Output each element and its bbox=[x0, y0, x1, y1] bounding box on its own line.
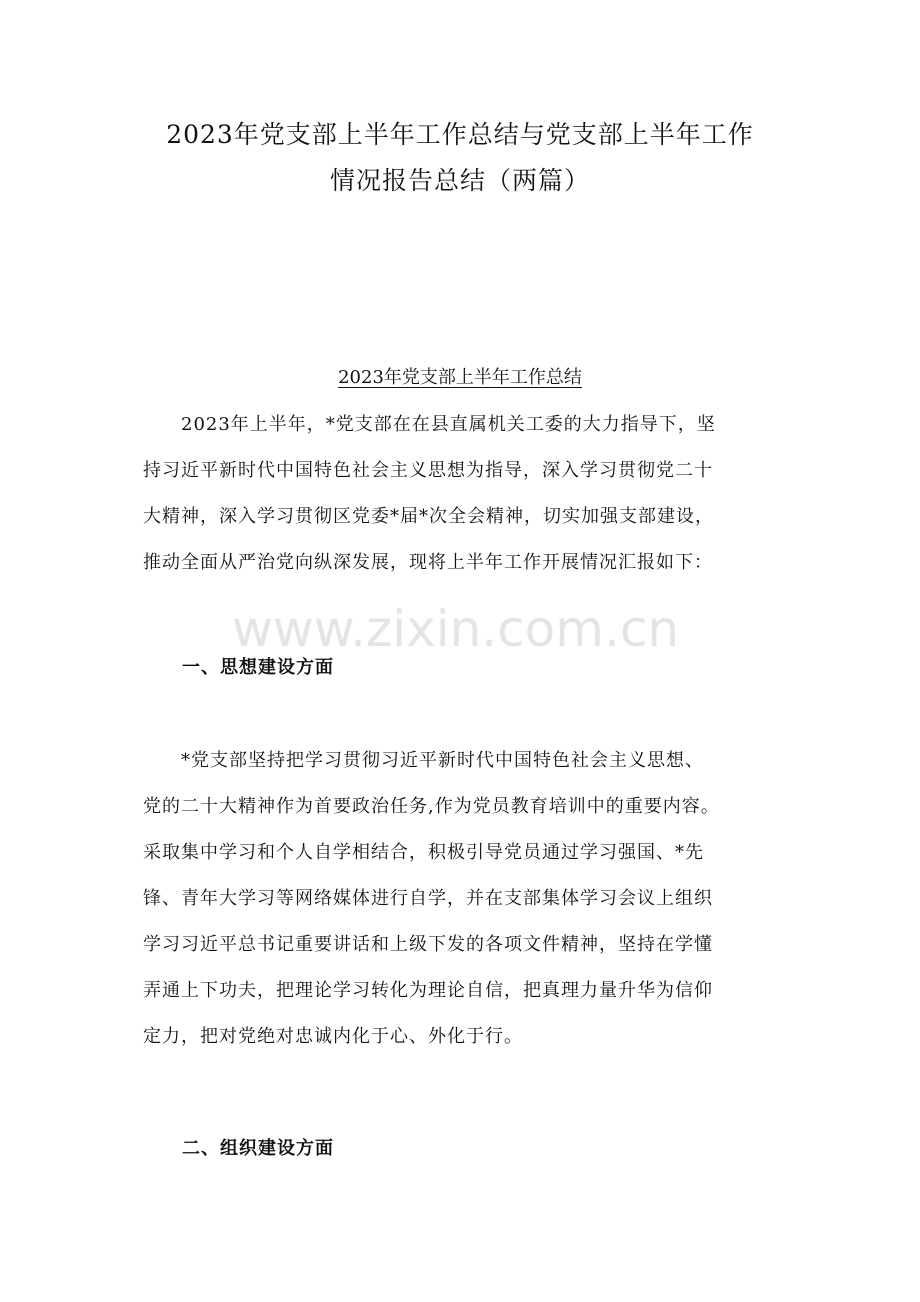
document-title-line-2: 情况报告总结（两篇） bbox=[329, 166, 590, 195]
intro-line-1: 2023年上半年，*党支部在在县直属机关工委的大力指导下，坚 bbox=[181, 414, 716, 435]
thought-line-1: *党支部坚持把学习贯彻习近平新时代中国特色社会主义思想、 bbox=[181, 750, 704, 771]
thought-line-3: 采取集中学习和个人自学相结合，积极引导党员通过学习强国、*先 bbox=[143, 842, 704, 863]
thought-building-paragraph bbox=[143, 738, 779, 1060]
document-title bbox=[100, 112, 820, 204]
watermark: www.zixin.com.cn bbox=[232, 600, 680, 658]
intro-line-2: 持习近平新时代中国特色社会主义思想为指导，深入学习贯彻党二十 bbox=[143, 460, 713, 481]
thought-line-5: 学习习近平总书记重要讲话和上级下发的各项文件精神，坚持在学懂 bbox=[143, 934, 713, 955]
heading-organization-building: 二、组织建设方面 bbox=[182, 1138, 334, 1159]
heading-thought-building: 一、思想建设方面 bbox=[182, 657, 334, 678]
document-title-line-1: 2023年党支部上半年工作总结与党支部上半年工作 bbox=[166, 120, 754, 149]
intro-line-4: 推动全面从严治党向纵深发展，现将上半年工作开展情况汇报如下： bbox=[143, 552, 713, 573]
intro-paragraph bbox=[143, 402, 779, 586]
intro-line-3: 大精神，深入学习贯彻区党委*届*次全会精神，切实加强支部建设， bbox=[143, 506, 714, 527]
thought-line-2: 党的二十大精神作为首要政治任务,作为党员教育培训中的重要内容。 bbox=[143, 796, 720, 817]
thought-line-4: 锋、青年大学习等网络媒体进行自学，并在支部集体学习会议上组织 bbox=[143, 888, 713, 909]
thought-line-6: 弄通上下功夫，把理论学习转化为理论自信，把真理力量升华为信仰 bbox=[143, 980, 713, 1001]
section-title: 2023年党支部上半年工作总结 bbox=[338, 367, 582, 388]
thought-line-7: 定力，把对党绝对忠诚内化于心、外化于行。 bbox=[143, 1026, 523, 1047]
